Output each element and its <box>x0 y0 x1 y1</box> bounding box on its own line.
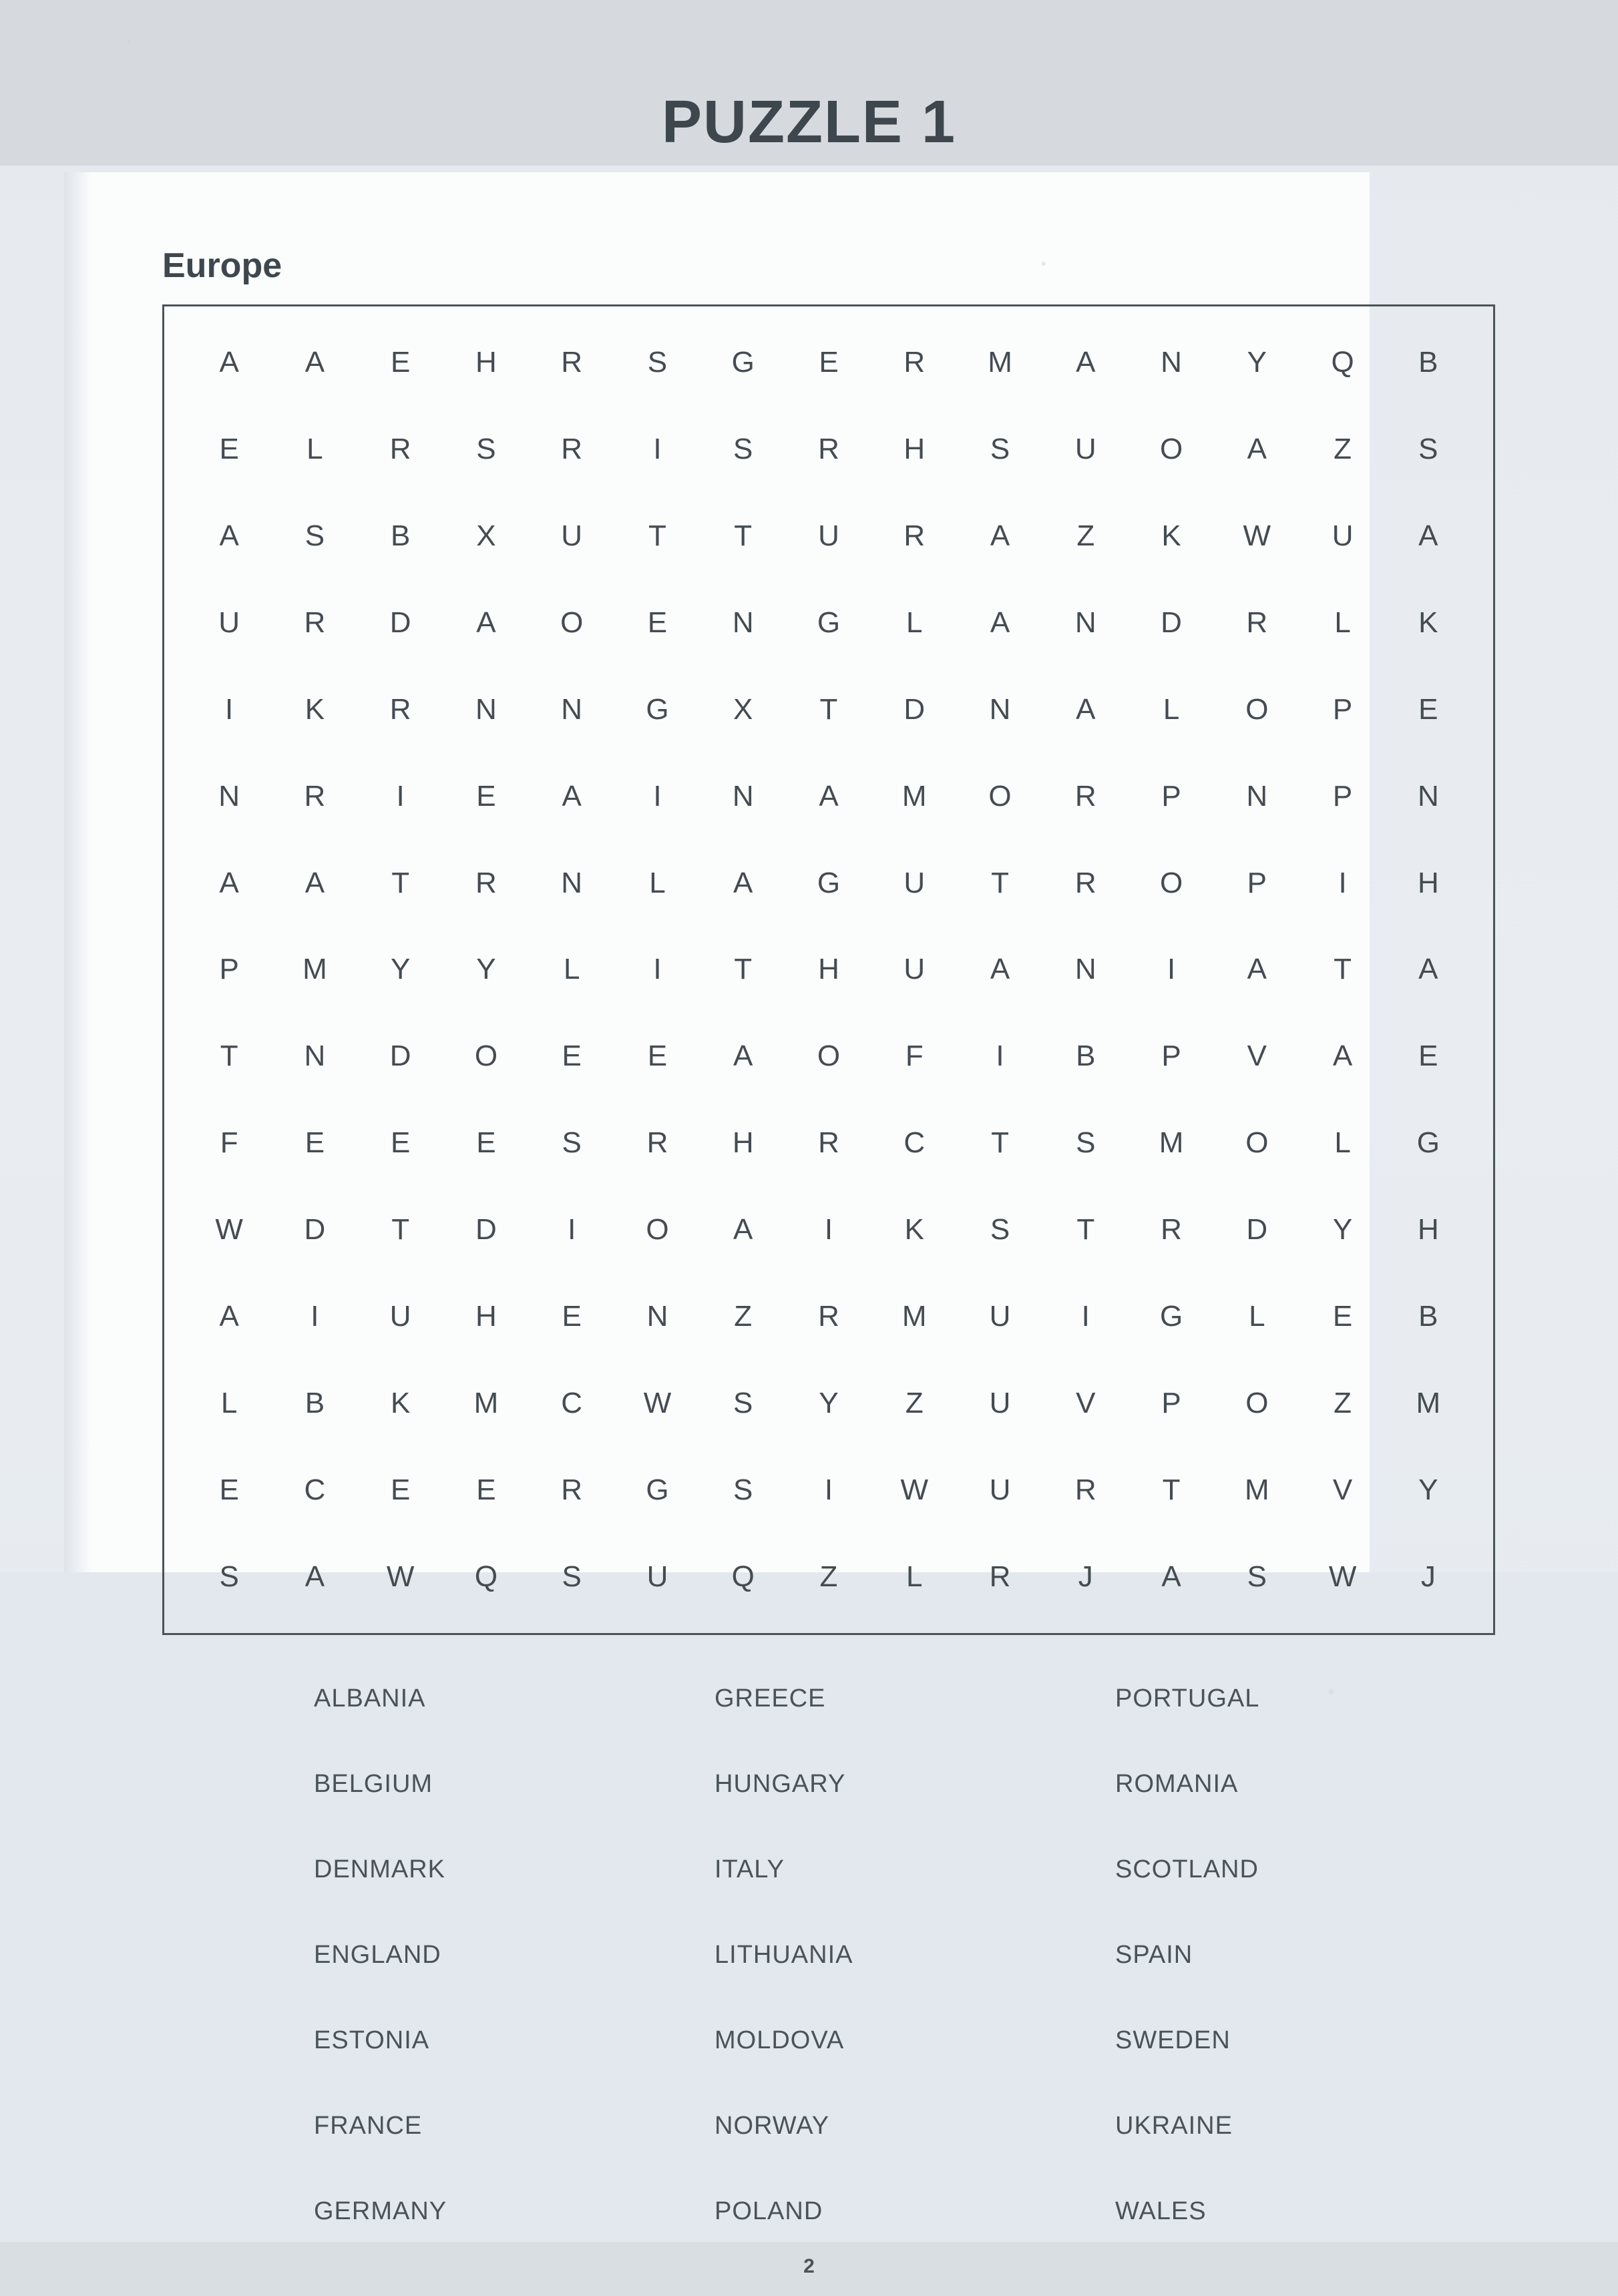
grid-cell[interactable]: A <box>476 606 496 639</box>
grid-cell[interactable]: A <box>1332 1040 1353 1073</box>
grid-cell[interactable]: G <box>646 692 669 726</box>
grid-cell[interactable]: U <box>989 1387 1011 1420</box>
grid-cell[interactable]: P <box>1161 1387 1181 1420</box>
grid-cell[interactable]: M <box>901 779 927 813</box>
grid-cell[interactable]: I <box>824 1213 833 1246</box>
grid-cell[interactable]: J <box>1078 1560 1093 1594</box>
grid-cell[interactable]: O <box>560 606 584 639</box>
grid-cell[interactable]: I <box>1338 866 1347 899</box>
grid-cell[interactable]: R <box>818 1300 839 1333</box>
word-list-item: DENMARK <box>314 1855 446 1883</box>
grid-cell[interactable]: W <box>643 1387 672 1420</box>
grid-cell[interactable]: N <box>1417 779 1439 813</box>
word-list-item: SWEDEN <box>1115 2026 1231 2054</box>
grid-cell[interactable]: B <box>305 1387 325 1420</box>
grid-cell[interactable]: R <box>989 1560 1011 1594</box>
grid-cell[interactable]: R <box>475 866 497 899</box>
grid-cell[interactable]: A <box>990 519 1010 552</box>
grid-cell[interactable]: O <box>1159 866 1183 899</box>
grid-cell[interactable]: E <box>476 779 496 813</box>
grid-cell[interactable]: O <box>1159 432 1183 465</box>
grid-cell[interactable]: U <box>1074 432 1096 465</box>
grid-cell[interactable]: U <box>218 606 240 639</box>
grid-cell[interactable]: A <box>733 866 753 899</box>
word-list-item: PORTUGAL <box>1115 1684 1260 1712</box>
word-list-item: ENGLAND <box>314 1940 441 1969</box>
grid-cell[interactable]: T <box>991 866 1009 899</box>
grid-cell[interactable]: X <box>476 519 496 552</box>
grid-cell[interactable]: U <box>903 953 926 986</box>
word-list-item: ESTONIA <box>314 2026 430 2054</box>
grid-cell[interactable]: N <box>304 1040 326 1073</box>
grid-cell[interactable]: Z <box>1076 519 1095 552</box>
grid-cell[interactable]: A <box>219 866 239 899</box>
grid-cell[interactable]: I <box>996 1040 1004 1073</box>
grid-cell[interactable]: K <box>390 1387 411 1420</box>
grid-cell[interactable]: L <box>649 866 666 899</box>
grid-cell[interactable]: E <box>1418 692 1438 726</box>
grid-cell[interactable]: A <box>562 779 582 813</box>
grid-cell[interactable]: A <box>305 345 325 379</box>
paper-shadow <box>64 172 91 1574</box>
grid-cell[interactable]: O <box>817 1040 841 1073</box>
grid-cell[interactable]: L <box>1334 1126 1351 1160</box>
grid-cell[interactable]: O <box>1245 1126 1269 1160</box>
grid-cell[interactable]: P <box>1161 779 1181 813</box>
grid-cell[interactable]: G <box>817 866 841 899</box>
grid-cell[interactable]: A <box>305 1560 325 1594</box>
grid-cell[interactable]: A <box>1247 432 1267 465</box>
grid-cell[interactable]: Y <box>1332 1213 1353 1246</box>
grid-cell[interactable]: L <box>1334 606 1351 639</box>
grid-cell[interactable]: R <box>304 606 326 639</box>
grid-cell[interactable]: T <box>1076 1213 1095 1246</box>
grid-cell[interactable]: Y <box>819 1387 839 1420</box>
grid-cell[interactable]: D <box>903 692 926 726</box>
word-list-item: GERMANY <box>314 2197 447 2225</box>
grid-cell[interactable]: R <box>1074 779 1096 813</box>
grid-cell[interactable]: R <box>561 345 583 379</box>
grid-cell[interactable]: Z <box>1334 432 1352 465</box>
grid-cell[interactable]: A <box>1161 1560 1181 1594</box>
grid-cell[interactable]: I <box>396 779 405 813</box>
word-list-item: WALES <box>1115 2197 1207 2225</box>
grid-cell[interactable]: J <box>1420 1560 1436 1594</box>
word-list-item: GREECE <box>715 1684 826 1712</box>
grid-cell[interactable]: P <box>219 953 239 986</box>
grid-cell[interactable]: N <box>989 692 1011 726</box>
grid-cell[interactable]: E <box>647 1040 668 1073</box>
grid-cell[interactable]: P <box>1247 866 1267 899</box>
grid-cell[interactable]: M <box>988 345 1012 379</box>
grid-cell[interactable]: B <box>1418 1300 1438 1333</box>
grid-cell[interactable]: I <box>824 1473 833 1507</box>
grid-cell[interactable]: D <box>475 1213 497 1246</box>
grid-cell[interactable]: B <box>390 519 411 552</box>
grid-cell[interactable]: E <box>390 1126 411 1160</box>
grid-cell[interactable]: N <box>218 779 240 813</box>
grid-cell[interactable]: T <box>648 519 666 552</box>
grid-cell[interactable]: S <box>219 1560 239 1594</box>
word-list-item: POLAND <box>715 2197 823 2225</box>
grid-cell[interactable]: S <box>647 345 668 379</box>
grid-cell[interactable]: Q <box>474 1560 498 1594</box>
grid-cell[interactable]: I <box>311 1300 319 1333</box>
grid-cell[interactable]: U <box>818 519 839 552</box>
grid-cell[interactable]: U <box>903 866 926 899</box>
grid-cell[interactable]: E <box>390 345 411 379</box>
grid-cell[interactable]: U <box>561 519 583 552</box>
word-list-item: ITALY <box>715 1855 785 1883</box>
grid-cell[interactable]: H <box>1417 866 1439 899</box>
grid-cell[interactable]: D <box>1246 1213 1268 1246</box>
grid-cell[interactable]: T <box>1334 953 1352 986</box>
grid-cell[interactable]: A <box>219 345 239 379</box>
grid-cell[interactable]: T <box>734 519 753 552</box>
word-list-item: ROMANIA <box>1115 1769 1239 1798</box>
grid-cell[interactable]: N <box>1074 953 1096 986</box>
grid-cell[interactable]: R <box>1161 1213 1182 1246</box>
grid-cell[interactable]: O <box>474 1040 498 1073</box>
grid-cell[interactable]: G <box>1416 1126 1440 1160</box>
grid-cell[interactable]: L <box>906 606 923 639</box>
grid-cell[interactable]: B <box>1418 345 1438 379</box>
grid-cell[interactable]: N <box>732 606 754 639</box>
word-list-item: BELGIUM <box>314 1769 433 1798</box>
grid-cell[interactable]: Z <box>1334 1387 1352 1420</box>
grid-cell[interactable]: M <box>1416 1387 1441 1420</box>
word-list-item: NORWAY <box>715 2111 830 2140</box>
word-search-grid[interactable] <box>162 304 1495 1635</box>
word-list-item: MOLDOVA <box>715 2026 845 2054</box>
grid-cell[interactable]: O <box>988 779 1012 813</box>
grid-cell[interactable]: F <box>905 1040 924 1073</box>
grid-cell[interactable]: S <box>476 432 496 465</box>
grid-cell[interactable]: U <box>389 1300 411 1333</box>
grid-cell[interactable]: S <box>1076 1126 1096 1160</box>
paper-speck <box>127 40 130 43</box>
grid-cell[interactable]: V <box>1076 1387 1096 1420</box>
grid-cell[interactable]: V <box>1247 1040 1267 1073</box>
grid-cell[interactable]: S <box>562 1560 582 1594</box>
grid-cell[interactable]: Q <box>1331 345 1354 379</box>
grid-cell[interactable]: A <box>990 606 1010 639</box>
grid-cell[interactable]: E <box>819 345 839 379</box>
word-list-item: UKRAINE <box>1115 2111 1233 2140</box>
grid-cell[interactable]: R <box>389 692 411 726</box>
grid-cell[interactable]: R <box>1246 606 1268 639</box>
grid-cell[interactable]: H <box>903 432 926 465</box>
grid-cell[interactable]: N <box>1161 345 1182 379</box>
grid-cell[interactable]: S <box>305 519 325 552</box>
grid-cell[interactable]: R <box>818 1126 839 1160</box>
grid-cell[interactable]: R <box>304 779 326 813</box>
grid-cell[interactable]: R <box>903 345 926 379</box>
grid-cell[interactable]: G <box>817 606 841 639</box>
grid-cell[interactable]: T <box>220 1040 238 1073</box>
grid-cell[interactable]: I <box>653 953 662 986</box>
grid-cell[interactable]: X <box>733 692 753 726</box>
grid-cell[interactable]: U <box>989 1300 1011 1333</box>
grid-cell[interactable]: B <box>1076 1040 1096 1073</box>
grid-cell[interactable]: U <box>989 1473 1011 1507</box>
grid-cell[interactable]: F <box>220 1126 238 1160</box>
grid-cell[interactable]: R <box>903 519 926 552</box>
word-list-item: ALBANIA <box>314 1684 426 1712</box>
grid-cell[interactable]: A <box>219 1300 239 1333</box>
word-list-item: SPAIN <box>1115 1940 1193 1969</box>
grid-cell[interactable]: A <box>1076 345 1096 379</box>
grid-cell[interactable]: A <box>819 779 839 813</box>
grid-cell[interactable]: S <box>990 432 1010 465</box>
grid-cell[interactable]: S <box>1418 432 1438 465</box>
grid-cell[interactable]: E <box>476 1473 496 1507</box>
grid-cell[interactable]: M <box>1159 1126 1184 1160</box>
grid-cell[interactable]: N <box>646 1300 668 1333</box>
grid-cell[interactable]: H <box>1417 1213 1439 1246</box>
grid-cell[interactable]: S <box>733 1473 753 1507</box>
grid-cell[interactable]: A <box>1418 953 1438 986</box>
grid-cell[interactable]: S <box>990 1213 1010 1246</box>
grid-cell[interactable]: P <box>1332 779 1353 813</box>
grid-cell[interactable]: T <box>991 1126 1009 1160</box>
grid-cell[interactable]: Y <box>390 953 411 986</box>
grid-cell[interactable]: L <box>1163 692 1180 726</box>
grid-cell[interactable]: E <box>562 1300 582 1333</box>
grid-cell[interactable]: R <box>561 432 583 465</box>
grid-cell[interactable]: Q <box>731 1560 755 1594</box>
grid-cell[interactable]: U <box>1332 519 1354 552</box>
word-list-item: SCOTLAND <box>1115 1855 1259 1883</box>
grid-cell[interactable]: I <box>225 692 234 726</box>
grid-cell[interactable]: P <box>1161 1040 1181 1073</box>
grid-cell[interactable]: D <box>1161 606 1182 639</box>
grid-cell[interactable]: Z <box>819 1560 838 1594</box>
grid-cell[interactable]: D <box>389 1040 411 1073</box>
grid-cell[interactable]: G <box>1159 1300 1183 1333</box>
grid-cell[interactable]: A <box>1418 519 1438 552</box>
grid-cell[interactable]: E <box>305 1126 325 1160</box>
grid-cell[interactable]: A <box>305 866 325 899</box>
grid-cell[interactable]: Z <box>734 1300 753 1333</box>
grid-cell[interactable]: C <box>903 1126 926 1160</box>
grid-cell[interactable]: N <box>561 866 583 899</box>
grid-cell[interactable]: W <box>386 1560 415 1594</box>
grid-cell[interactable]: H <box>732 1126 754 1160</box>
grid-cell[interactable]: I <box>653 779 662 813</box>
grid-cell[interactable]: O <box>646 1213 669 1246</box>
grid-cell[interactable]: L <box>307 432 323 465</box>
grid-cell[interactable]: M <box>302 953 327 986</box>
word-list-item: LITHUANIA <box>715 1940 853 1969</box>
grid-cell[interactable]: C <box>304 1473 326 1507</box>
grid-cell[interactable]: E <box>647 606 668 639</box>
grid-cell[interactable]: G <box>731 345 755 379</box>
grid-cell[interactable]: G <box>646 1473 669 1507</box>
word-list-item: FRANCE <box>314 2111 423 2140</box>
grid-cell[interactable]: I <box>653 432 662 465</box>
grid-cell[interactable]: W <box>1328 1560 1357 1594</box>
grid-cell[interactable]: L <box>563 953 580 986</box>
grid-cell[interactable]: L <box>906 1560 923 1594</box>
grid-cell[interactable]: C <box>561 1387 583 1420</box>
grid-cell[interactable]: O <box>1245 692 1269 726</box>
grid-cell[interactable]: T <box>391 1213 410 1246</box>
grid-cell[interactable]: R <box>818 432 839 465</box>
grid-cell[interactable]: U <box>646 1560 668 1594</box>
grid-cell[interactable]: I <box>1081 1300 1090 1333</box>
grid-cell[interactable]: T <box>819 692 838 726</box>
grid-cell[interactable]: K <box>904 1213 924 1246</box>
grid-cell[interactable]: R <box>1074 1473 1096 1507</box>
grid-cell[interactable]: A <box>990 953 1010 986</box>
grid-cell[interactable]: I <box>568 1213 576 1246</box>
page-title: PUZZLE 1 <box>661 89 957 156</box>
grid-cell[interactable]: D <box>389 606 411 639</box>
grid-cell[interactable]: I <box>1167 953 1176 986</box>
grid-cell[interactable]: E <box>476 1126 496 1160</box>
grid-cell[interactable]: S <box>733 432 753 465</box>
grid-cell[interactable]: N <box>561 692 583 726</box>
grid-cell[interactable]: E <box>1418 1040 1438 1073</box>
grid-cell[interactable]: Y <box>1247 345 1267 379</box>
grid-cell[interactable]: N <box>1074 606 1096 639</box>
grid-cell[interactable]: E <box>562 1040 582 1073</box>
paper-speck <box>1042 262 1046 266</box>
grid-cell[interactable]: A <box>1247 953 1267 986</box>
grid-cell[interactable]: T <box>391 866 410 899</box>
grid-cell[interactable]: H <box>475 1300 497 1333</box>
grid-cell[interactable]: A <box>733 1213 753 1246</box>
grid-cell[interactable]: Y <box>476 953 496 986</box>
grid-cell[interactable]: E <box>219 1473 239 1507</box>
grid-cell[interactable]: H <box>475 345 497 379</box>
grid-cell[interactable]: M <box>901 1300 927 1333</box>
grid-cell[interactable]: H <box>818 953 839 986</box>
grid-cell[interactable]: V <box>1332 1473 1353 1507</box>
grid-cell[interactable]: S <box>733 1387 753 1420</box>
grid-cell[interactable]: M <box>1244 1473 1269 1507</box>
puzzle-category: Europe <box>162 246 282 286</box>
grid-cell[interactable]: T <box>734 953 753 986</box>
grid-cell[interactable]: A <box>1076 692 1096 726</box>
grid-cell[interactable]: E <box>1332 1300 1353 1333</box>
grid-cell[interactable]: R <box>389 432 411 465</box>
grid-cell[interactable]: K <box>305 692 325 726</box>
grid-cell[interactable]: K <box>1161 519 1181 552</box>
grid-cell[interactable]: A <box>733 1040 753 1073</box>
grid-cell[interactable]: W <box>900 1473 929 1507</box>
grid-cell[interactable]: S <box>562 1126 582 1160</box>
grid-cell[interactable]: L <box>1249 1300 1265 1333</box>
grid-cell[interactable]: N <box>1246 779 1268 813</box>
grid-cell[interactable]: S <box>1247 1560 1267 1594</box>
grid-cell[interactable]: N <box>475 692 497 726</box>
grid-cell[interactable]: K <box>1418 606 1438 639</box>
grid-cell[interactable]: M <box>473 1387 499 1420</box>
grid-cell[interactable]: Z <box>905 1387 924 1420</box>
grid-cell[interactable]: W <box>1243 519 1271 552</box>
word-list <box>314 1656 1356 2254</box>
grid-cell[interactable]: P <box>1332 692 1353 726</box>
grid-cell[interactable]: L <box>220 1387 238 1420</box>
grid-cell[interactable]: E <box>390 1473 411 1507</box>
grid-cell[interactable]: R <box>646 1126 668 1160</box>
grid-cell[interactable]: E <box>219 432 239 465</box>
grid-cell[interactable]: N <box>732 779 754 813</box>
grid-cell[interactable]: T <box>1162 1473 1181 1507</box>
grid-cell[interactable]: R <box>561 1473 583 1507</box>
grid-cell[interactable]: O <box>1245 1387 1269 1420</box>
grid-cell[interactable]: W <box>215 1213 243 1246</box>
grid-cell[interactable]: D <box>304 1213 326 1246</box>
grid-cell[interactable]: R <box>1074 866 1096 899</box>
word-list-item: HUNGARY <box>715 1769 846 1798</box>
grid-cell[interactable]: Y <box>1418 1473 1438 1507</box>
page-number: 2 <box>803 2255 815 2277</box>
grid-cell[interactable]: A <box>219 519 239 552</box>
